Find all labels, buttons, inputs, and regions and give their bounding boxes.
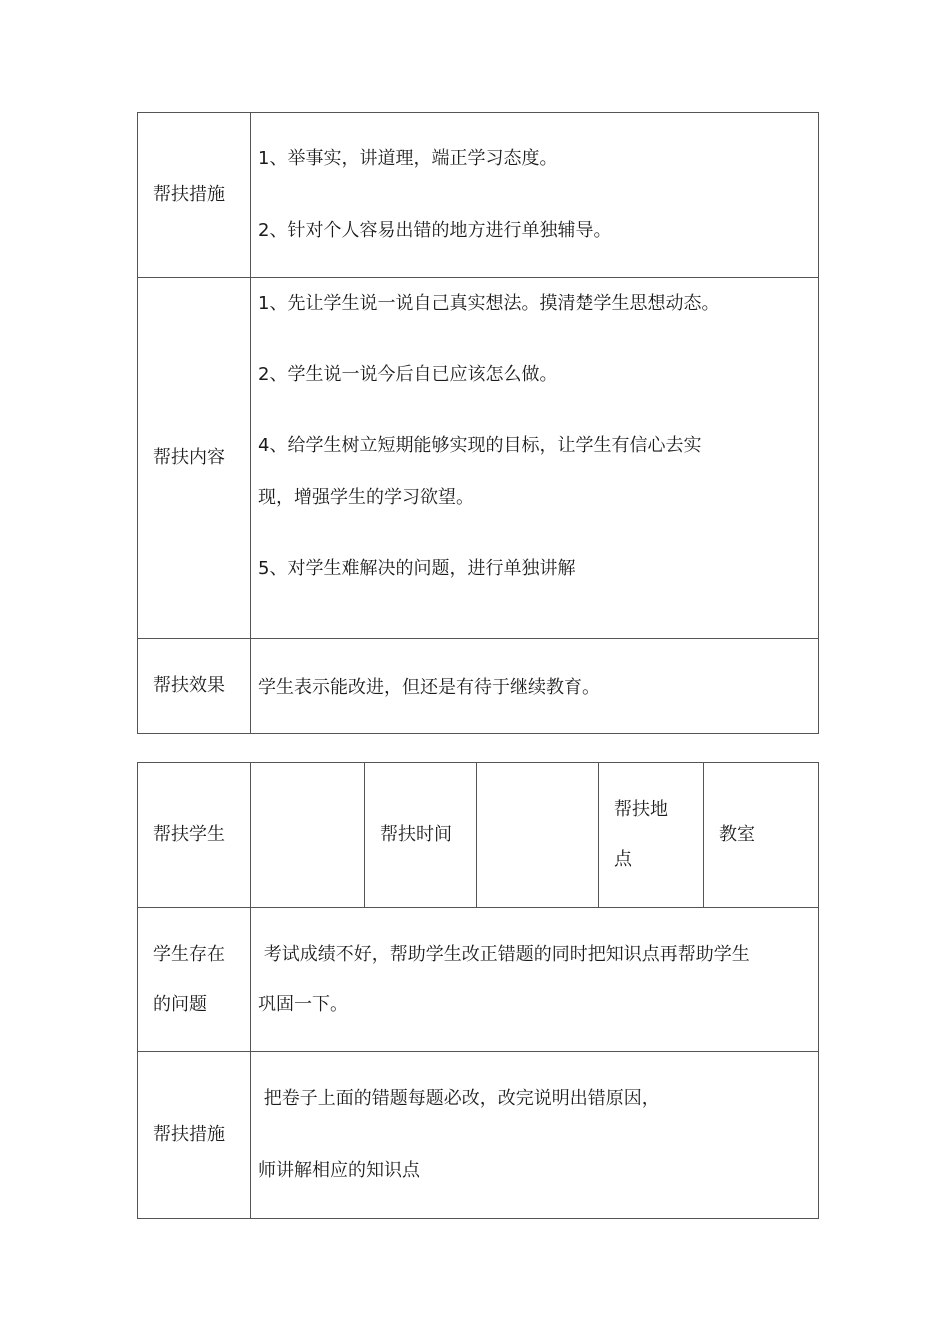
student-value xyxy=(251,763,365,908)
student-label: 帮扶学生 xyxy=(138,763,251,908)
problem-label-line: 的问题 xyxy=(153,993,207,1015)
content-item: 现，增强学生的学习欲望。 xyxy=(258,487,474,508)
content-label: 帮扶内容 xyxy=(138,278,251,639)
place-label-line: 帮扶地 xyxy=(614,799,668,820)
measures-text: 把卷子上面的错题每题必改，改完说明出错原因， xyxy=(258,1088,660,1109)
measures-text: 师讲解相应的知识点 xyxy=(258,1160,420,1181)
place-label xyxy=(599,763,704,908)
content-item: 4、给学生树立短期能够实现的目标，让学生有信心去实 xyxy=(258,435,702,456)
content-cell xyxy=(251,278,819,639)
measures-cell xyxy=(251,113,819,278)
support-record-table-1 xyxy=(137,112,819,734)
place-label-line: 点 xyxy=(614,849,632,870)
measures-label-2: 帮扶措施 xyxy=(138,1052,251,1219)
measures-label: 帮扶措施 xyxy=(138,113,251,278)
effect-row xyxy=(138,639,819,734)
support-record-table-2 xyxy=(137,762,819,1219)
problem-cell xyxy=(251,908,819,1052)
content-item: 2、学生说一说今后自已应该怎么做。 xyxy=(258,364,558,385)
problem-label-line: 学生存在 xyxy=(153,943,225,965)
time-value xyxy=(477,763,599,908)
measure-item: 1、举事实，讲道理，端正学习态度。 xyxy=(258,148,558,169)
measures-row xyxy=(138,113,819,278)
place-value: 教室 xyxy=(704,763,819,908)
measure-item: 2、针对个人容易出错的地方进行单独辅导。 xyxy=(258,220,612,241)
effect-text: 学生表示能改进，但还是有待于继续教育。 xyxy=(258,677,600,698)
measures-row-2 xyxy=(138,1052,819,1219)
content-item: 5、对学生难解决的问题，进行单独讲解 xyxy=(258,558,576,579)
content-row xyxy=(138,278,819,639)
effect-label: 帮扶效果 xyxy=(138,639,251,734)
effect-cell xyxy=(251,639,819,734)
problem-text: 巩固一下。 xyxy=(258,993,348,1015)
info-row xyxy=(138,763,819,908)
time-label: 帮扶时间 xyxy=(365,763,477,908)
problem-label xyxy=(138,908,251,1052)
problem-row xyxy=(138,908,819,1052)
problem-text: 考试成绩不好，帮助学生改正错题的同时把知识点再帮助学生 xyxy=(258,943,750,965)
content-item: 1、先让学生说一说自己真实想法。摸清楚学生思想动态。 xyxy=(258,293,720,314)
measures-cell-2 xyxy=(251,1052,819,1219)
